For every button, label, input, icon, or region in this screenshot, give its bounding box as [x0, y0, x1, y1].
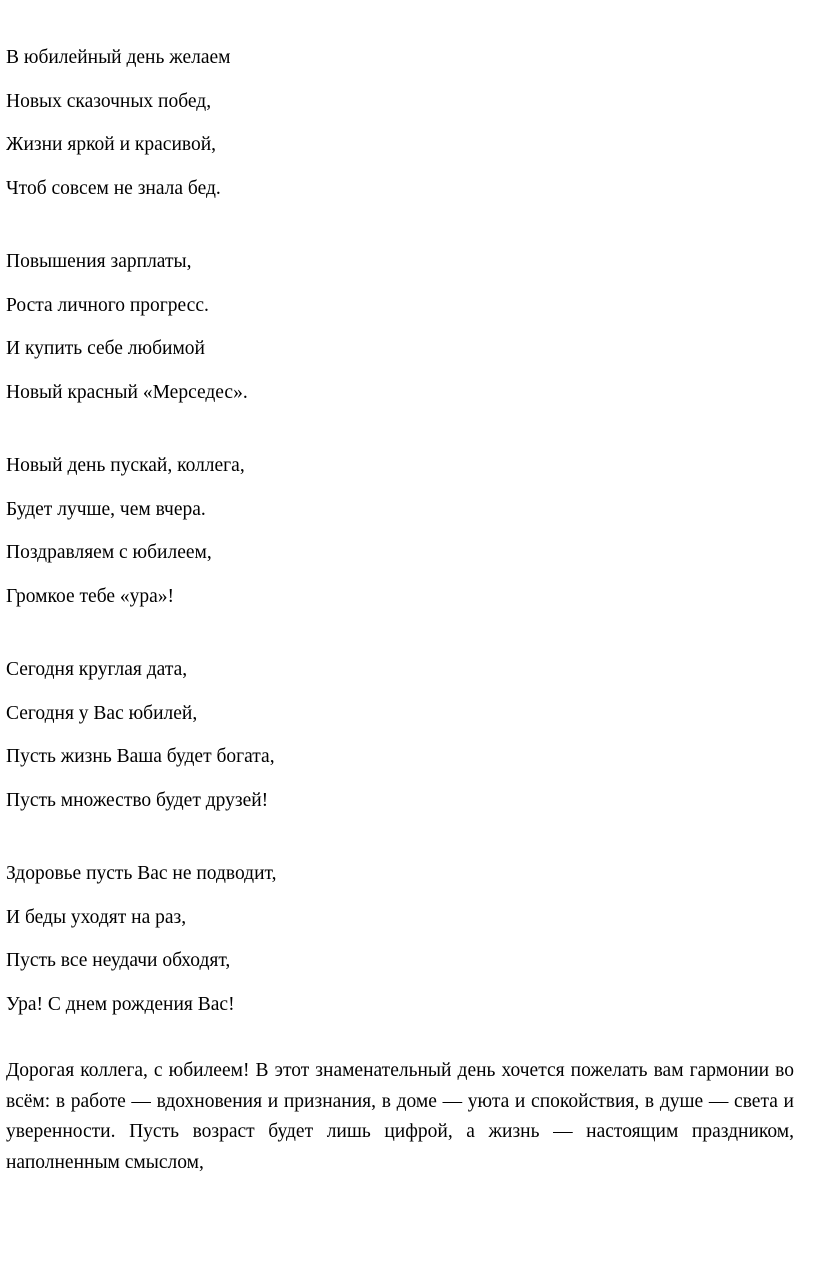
verse-line: Пусть жизнь Ваша будет богата, — [6, 746, 275, 767]
verse-line: Будет лучше, чем вчера. — [6, 498, 206, 520]
verse-line: Роста личного прогресс. — [6, 294, 209, 316]
verse-line: Ура! С днем рождения Вас! — [6, 993, 235, 1015]
verse-stanza-5 — [6, 852, 794, 1026]
verse-line: И купить себе любимой — [6, 338, 205, 359]
verse-line: Повышения зарплаты, — [6, 251, 192, 272]
verse-line: Новый день пускай, коллега, — [6, 455, 245, 476]
verse-stanza-1 — [6, 36, 794, 210]
verse-line: В юбилейный день желаем — [6, 47, 231, 68]
verse-line: Новый красный «Мерседес». — [6, 381, 248, 403]
verse-stanza-4 — [6, 648, 794, 822]
closing-paragraph: Дорогая коллега, с юбилеем! В этот знаменательный день хочется пожелать вам гармонии во всём: в работе — вдохновения и признания, в доме — уюта и спокойствия, в душе — света и уверенности. Пусть возраст будет лишь цифрой, а жизнь — настоящим праздником, наполненным смыслом, — [6, 1060, 794, 1173]
verse-line: Поздравляем с юбилеем, — [6, 542, 212, 563]
verse-stanza-3 — [6, 444, 794, 618]
verse-line: Сегодня у Вас юбилей, — [6, 702, 198, 724]
closing-paragraph-block — [6, 1056, 794, 1178]
verse-line: И беды уходят на раз, — [6, 906, 187, 928]
verse-line: Здоровье пусть Вас не подводит, — [6, 863, 277, 884]
verse-line: Чтоб совсем не знала бед. — [6, 177, 221, 199]
verse-line: Новых сказочных побед, — [6, 90, 212, 112]
verse-stanza-2 — [6, 240, 794, 414]
verse-line: Сегодня круглая дата, — [6, 659, 188, 680]
verse-line: Пусть множество будет друзей! — [6, 789, 269, 811]
verse-line: Жизни яркой и красивой, — [6, 134, 217, 155]
verse-line: Громкое тебе «ура»! — [6, 585, 175, 607]
verse-line: Пусть все неудачи обходят, — [6, 950, 231, 971]
